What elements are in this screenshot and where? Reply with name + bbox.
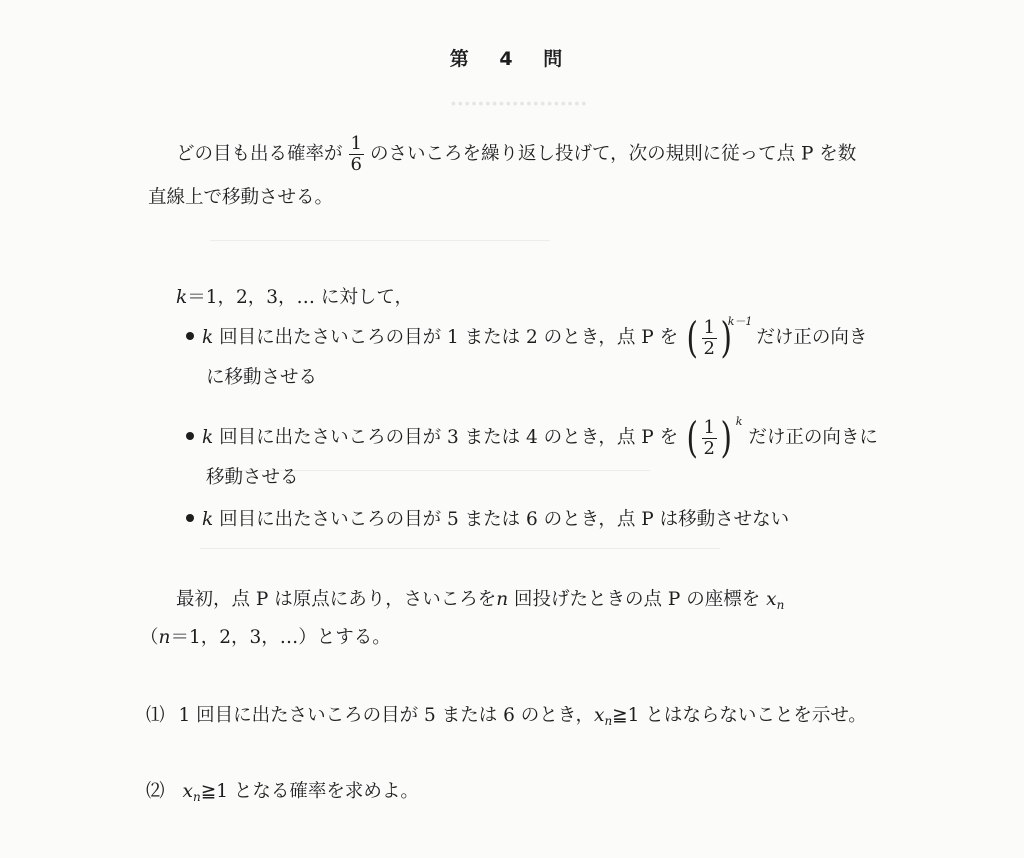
probability-fraction (349, 134, 364, 175)
rule-2-var: k (202, 427, 214, 448)
rule-header-var: k (176, 287, 188, 308)
rule-1-exponent: k－1 (727, 315, 753, 328)
rule-3-var: k (202, 509, 214, 530)
rule-2-exponent: k (735, 415, 743, 428)
question-2-x-subscript: n (192, 790, 201, 804)
setup-line2-rest: ＝1，2，3，…）とする。 (170, 627, 391, 648)
rule-2 (186, 413, 878, 462)
rule-2-numerator: 1 (703, 416, 715, 438)
rule-3 (186, 508, 789, 532)
fraction-numerator: 1 (350, 133, 362, 154)
fraction-denominator: 6 (350, 154, 362, 175)
rule-1-denominator: 2 (703, 337, 715, 359)
rule-2-cont: 移動させる (206, 467, 299, 488)
bullet-icon (186, 332, 194, 340)
setup-line-1 (176, 588, 784, 617)
rule-2-power-fraction: ( $\frac{1}{2}$ ) k (684, 416, 734, 460)
rule-1-after: だけ正の向き (756, 327, 868, 348)
setup-open-paren: （ (140, 627, 159, 648)
bullet-icon (186, 432, 194, 440)
rule-1-power-fraction: ( $\frac{1}{2}$ ) k－1 (684, 316, 734, 360)
rule-header (176, 286, 413, 310)
setup-text-2: 回投げたときの点 P の座標を (508, 589, 767, 610)
question-2-text-after: ≧1 となる確率を求めよ。 (200, 781, 419, 802)
rule-header-text: ＝1，2，3，… に対して， (187, 287, 414, 308)
bleed-through-line (200, 548, 720, 549)
rule-1-numerator: 1 (703, 316, 715, 338)
intro-line-2: 直線上で移動させる。 (148, 187, 334, 208)
setup-n-var: n (496, 589, 509, 610)
bleed-through-line (210, 240, 550, 241)
question-1-text-after: ≧1 とはならないことを示せ。 (612, 705, 867, 726)
intro-text-2: のさいころを繰り返し投げて，次の規則に従って点 P を数 (369, 143, 857, 165)
question-2-x-var: x (182, 781, 193, 802)
bullet-icon (186, 514, 194, 522)
question-1-x-subscript: n (604, 714, 613, 728)
intro-text-1: どの目も出る確率が (176, 143, 343, 165)
rule-1 (186, 313, 868, 362)
question-2 (146, 780, 419, 809)
setup-line2-n-var: n (158, 627, 171, 648)
problem-title: 第 4 問 (449, 48, 575, 70)
question-1 (146, 704, 867, 733)
question-1-x-var: x (594, 705, 605, 726)
rule-1-var: k (202, 327, 214, 348)
intro-line-1 (176, 134, 856, 175)
question-1-label: ⑴ (146, 705, 165, 726)
rule-2-after: だけ正の向きに (748, 427, 878, 448)
rule-1-cont: に移動させる (206, 367, 318, 388)
setup-x-subscript: n (776, 598, 785, 612)
question-2-label: ⑵ (146, 781, 165, 802)
rule-3-text: 回目に出たさいころの目が 5 または 6 のとき，点 P は移動させない (213, 509, 790, 530)
setup-x-var: x (766, 589, 777, 610)
rule-2-denominator: 2 (703, 437, 715, 459)
bleed-through-text: ∙∙∙∙∙∙∙∙∙∙∙∙∙∙∙∙∙∙∙∙ (450, 96, 588, 112)
rule-2-text: 回目に出たさいころの目が 3 または 4 のとき，点 P を (213, 427, 679, 448)
question-1-text-before: 1 回目に出たさいころの目が 5 または 6 のとき， (178, 705, 594, 726)
rule-1-text: 回目に出たさいころの目が 1 または 2 のとき，点 P を (213, 327, 679, 348)
setup-line-2 (140, 626, 391, 650)
setup-text-1: 最初，点 P は原点にあり，さいころを (176, 589, 497, 610)
